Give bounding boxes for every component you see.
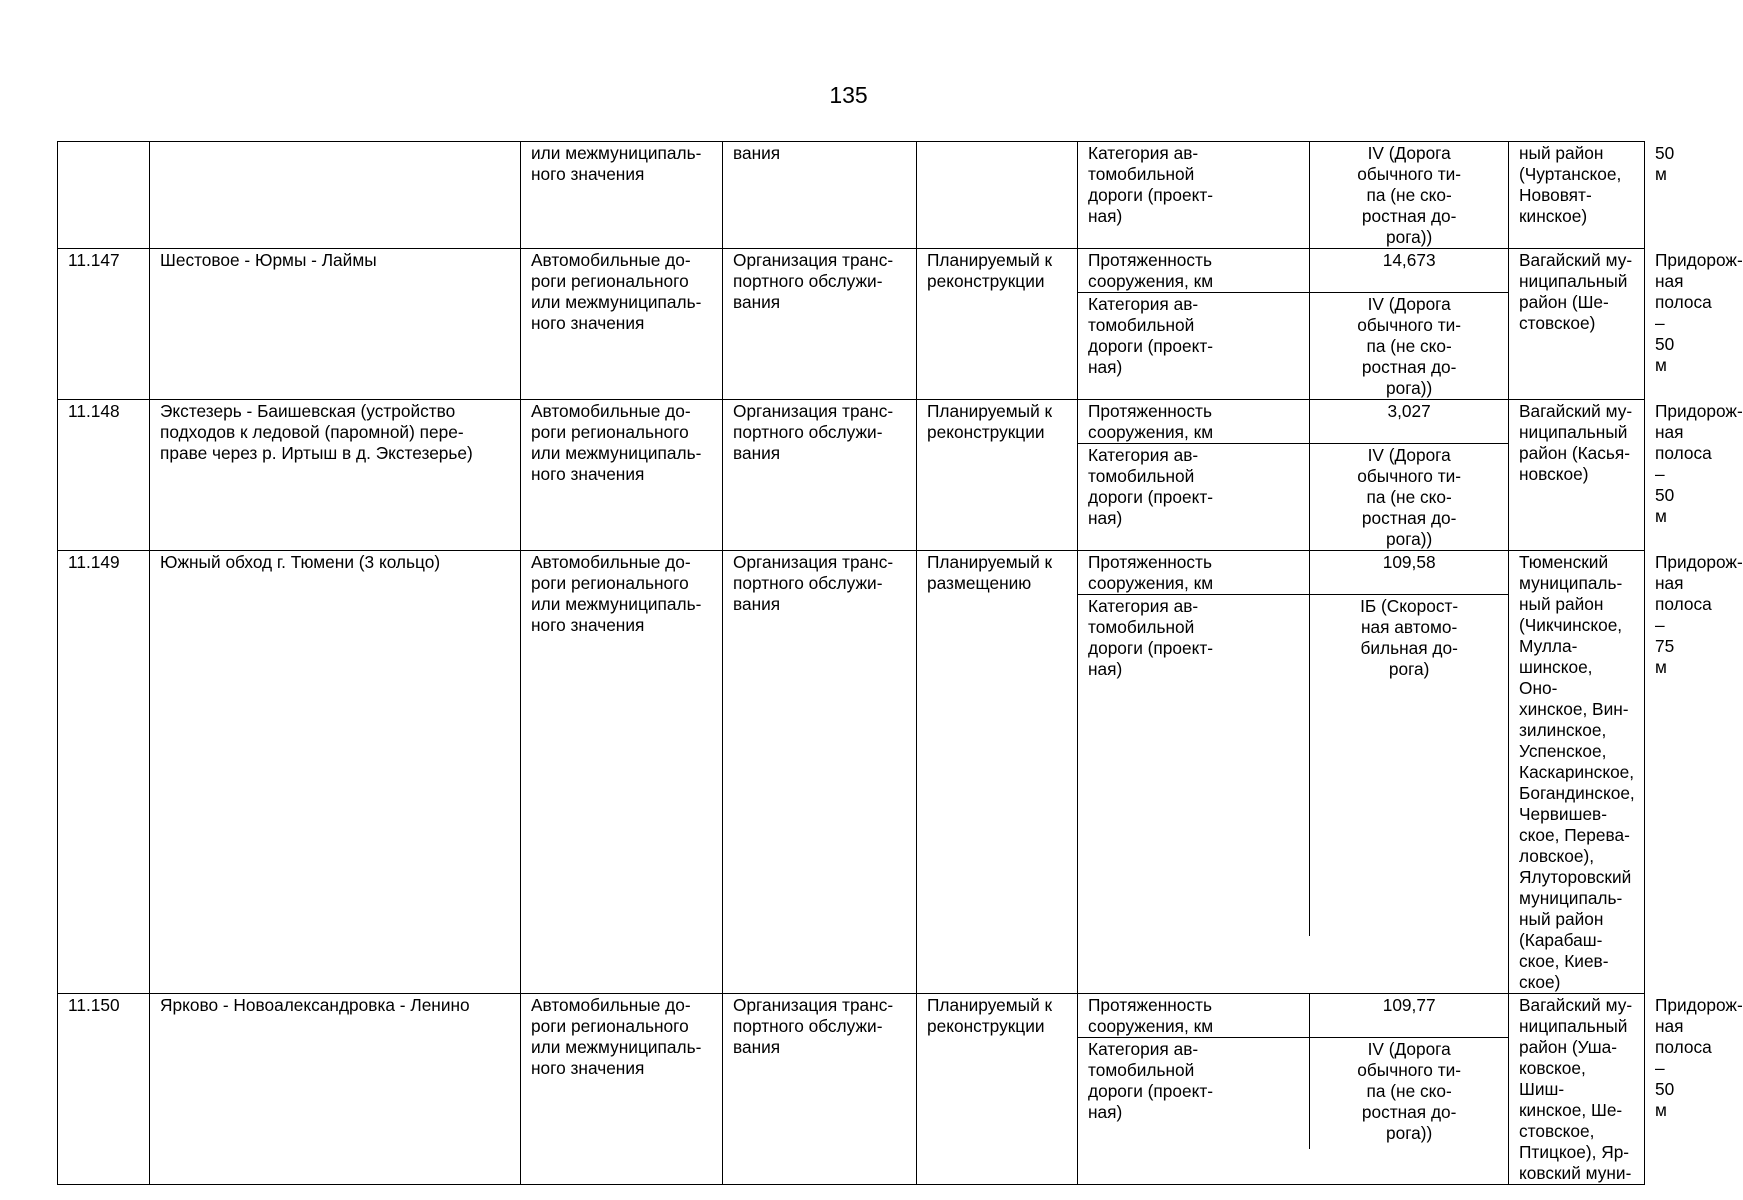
- parameter-label: Категория ав- томобильной дороги (проект- ная): [1078, 595, 1310, 937]
- cell-object-type: Автомобильные до- роги регионального или межмуниципаль- ного значения: [521, 551, 723, 994]
- cell-object-type: или межмуниципаль- ного значения: [521, 142, 723, 249]
- cell-purpose: Организация транс- портного обслужи- вания: [723, 994, 917, 1185]
- parameters-subtable: [1078, 249, 1508, 399]
- parameter-value: IV (Дорога обычного ти- па (не ско- ростная до- рога)): [1357, 143, 1462, 247]
- table-row: 11.147 Шестовое - Юрмы - Лаймы Автомобильные до- роги регионального или межмуниципаль- ного значения Организация транс- портного обслужи- вания Планируемый к реконструкции Протяженность сооружения, км 14,673 Категория ав- томобильной дороги (проект- ная) IV (Дорога обычного ти- па (не ско- ростная до- рога)) Вагайский му- ниципальный район (Ше- стовское) Придорож- ная полоса – 50 м: [58, 249, 1645, 400]
- parameter-value: IV (Дорога обычного ти- па (не ско- ростная до- рога)): [1357, 294, 1462, 398]
- parameter-value: 109,58: [1310, 551, 1508, 595]
- table-row: или межмуниципаль- ного значения вания Категория ав- томобильной дороги (проект- ная) IV (Дорога обычного ти- па (не ско- ростная до- рога)) ный район (Чуртанское, Нововят- кинское) 50 м: [58, 142, 1645, 249]
- parameter-label: Протяженность сооружения, км: [1078, 249, 1310, 293]
- cell-status: Планируемый к реконструкции: [917, 400, 1078, 551]
- cell-object-name: [150, 142, 521, 249]
- parameter-label: Протяженность сооружения, км: [1078, 994, 1310, 1038]
- cell-number: 11.150: [58, 994, 150, 1185]
- cell-purpose: вания: [723, 142, 917, 249]
- parameter-label: Категория ав- томобильной дороги (проект- ная): [1078, 293, 1310, 400]
- parameter-row: [1078, 1038, 1508, 1150]
- parameter-row: [1078, 142, 1508, 248]
- parameter-value: IБ (Скорост- ная автомо- бильная до- рога): [1360, 596, 1459, 679]
- cell-number: [58, 142, 150, 249]
- cell-number: 11.148: [58, 400, 150, 551]
- parameters-subtable: [1078, 551, 1508, 936]
- parameter-row: [1078, 400, 1508, 444]
- parameter-value: 14,673: [1310, 249, 1508, 293]
- cell-object-name: Шестовое - Юрмы - Лаймы: [150, 249, 521, 400]
- parameter-row: [1078, 444, 1508, 551]
- parameter-row: [1078, 595, 1508, 937]
- table-row: 11.148 Экстезерь - Баишевская (устройство подходов к ледовой (паромной) пере- праве через р. Иртыш в д. Экстезерье) Автомобильные до- роги регионального или межмуниципаль- ного значения Организация транс- портного обслужи- вания Планируемый к реконструкции Протяженность сооружения, км 3,027 Категория ав- томобильной дороги (проект- ная) IV (Дорога обычного ти- па (не ско- ростная до- рога)) Вагайский му- ниципальный район (Касья- новское) Придорож- ная полоса – 50 м: [58, 400, 1645, 551]
- table-row: 11.150 Ярково - Новоалександровка - Ленино Автомобильные до- роги регионального или межмуниципаль- ного значения Организация транс- портного обслужи- вания Планируемый к реконструкции Протяженность сооружения, км 109,77 Категория ав- томобильной дороги (проект- ная) IV (Дорога обычного ти- па (не ско- ростная до- рога)) Вагайский му- ниципальный район (Уша- ковское, Шиш- кинское, Ше- стовское, Птицкое), Яр- ковский муни- Придорож- ная полоса – 50 м: [58, 994, 1645, 1185]
- cell-parameters: [1078, 400, 1509, 551]
- table-row: 11.149 Южный обход г. Тюмени (3 кольцо) Автомобильные до- роги регионального или межмуниципаль- ного значения Организация транс- портного обслужи- вания Планируемый к размещению Протяженность сооружения, км 109,58 Категория ав- томобильной дороги (проект- ная) IБ (Скорост- ная автомо- бильная до- рога) Тюменский муниципаль- ный район (Чикчинское, Мулла- шинское, Оно- хинское, Вин- зилинское, Успенское, Каскаринское, Богандинское, Червишев- ское, Перева- ловское), Ялуторовский муниципаль- ный район (Карабаш- ское, Киев- ское) Придорож- ная полоса – 75 м: [58, 551, 1645, 994]
- parameters-subtable: [1078, 142, 1508, 248]
- cell-object-name: Ярково - Новоалександровка - Ленино: [150, 994, 521, 1185]
- cell-purpose: Организация транс- портного обслужи- вания: [723, 400, 917, 551]
- cell-location: Вагайский му- ниципальный район (Ше- стовское): [1509, 249, 1645, 400]
- parameter-value: 3,027: [1310, 400, 1508, 444]
- parameter-row: [1078, 994, 1508, 1038]
- cell-purpose: Организация транс- портного обслужи- вания: [723, 249, 917, 400]
- parameter-label: Категория ав- томобильной дороги (проект- ная): [1078, 444, 1310, 551]
- cell-object-type: Автомобильные до- роги регионального или межмуниципаль- ного значения: [521, 994, 723, 1185]
- cell-parameters: [1078, 249, 1509, 400]
- parameter-row: [1078, 249, 1508, 293]
- parameter-label: Протяженность сооружения, км: [1078, 400, 1310, 444]
- parameters-subtable: [1078, 994, 1508, 1149]
- cell-location: Вагайский му- ниципальный район (Касья- новское): [1509, 400, 1645, 551]
- parameter-label: Категория ав- томобильной дороги (проект- ная): [1078, 1038, 1310, 1150]
- parameter-value: IV (Дорога обычного ти- па (не ско- ростная до- рога)): [1357, 1039, 1462, 1143]
- cell-parameters: [1078, 142, 1509, 249]
- parameter-label: Категория ав- томобильной дороги (проект- ная): [1078, 142, 1310, 248]
- cell-object-type: Автомобильные до- роги регионального или межмуниципаль- ного значения: [521, 400, 723, 551]
- cell-number: 11.147: [58, 249, 150, 400]
- cell-status: Планируемый к реконструкции: [917, 249, 1078, 400]
- cell-object-name: Южный обход г. Тюмени (3 кольцо): [150, 551, 521, 994]
- parameter-row: [1078, 293, 1508, 400]
- cell-object-type: Автомобильные до- роги регионального или межмуниципаль- ного значения: [521, 249, 723, 400]
- cell-parameters: [1078, 994, 1509, 1185]
- cell-number: 11.149: [58, 551, 150, 994]
- parameter-label: Протяженность сооружения, км: [1078, 551, 1310, 595]
- cell-purpose: Организация транс- портного обслужи- вания: [723, 551, 917, 994]
- cell-object-name: Экстезерь - Баишевская (устройство подходов к ледовой (паромной) пере- праве через р. Иртыш в д. Экстезерье): [150, 400, 521, 551]
- parameter-row: [1078, 551, 1508, 595]
- cell-status: Планируемый к размещению: [917, 551, 1078, 994]
- cell-status: [917, 142, 1078, 249]
- table-body: [58, 142, 1743, 1185]
- parameters-subtable: [1078, 400, 1508, 550]
- parameter-value: IV (Дорога обычного ти- па (не ско- ростная до- рога)): [1357, 445, 1462, 549]
- cell-location: Вагайский му- ниципальный район (Уша- ковское, Шиш- кинское, Ше- стовское, Птицкое), Яр- ковский муни-: [1509, 994, 1645, 1185]
- page-number: 135: [829, 82, 868, 108]
- cell-parameters: [1078, 551, 1509, 994]
- objects-table: [57, 141, 1743, 1185]
- cell-status: Планируемый к реконструкции: [917, 994, 1078, 1185]
- cell-location: Тюменский муниципаль- ный район (Чикчинское, Мулла- шинское, Оно- хинское, Вин- зилинское, Успенское, Каскаринское, Богандинское, Червишев- ское, Перева- ловское), Ялуторовский муниципаль- ный район (Карабаш- ское, Киев- ское): [1509, 551, 1645, 994]
- cell-location: ный район (Чуртанское, Нововят- кинское): [1509, 142, 1645, 249]
- parameter-value: 109,77: [1310, 994, 1508, 1038]
